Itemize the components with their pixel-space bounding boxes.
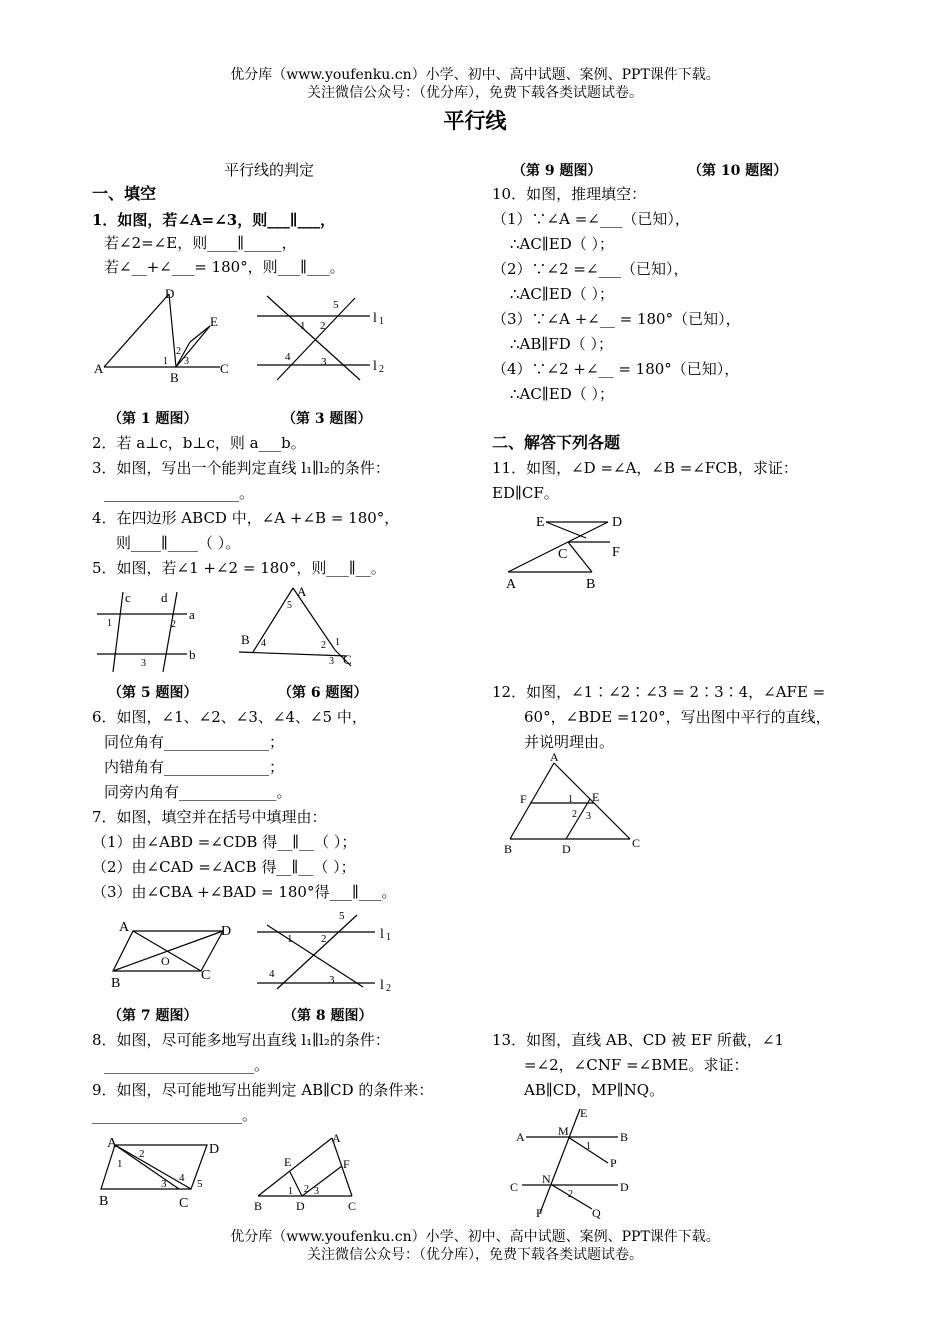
svg-text:B: B: [254, 1199, 263, 1213]
svg-text:1: 1: [117, 1158, 123, 1170]
q4-line-2: 则____∥____（ ）。: [116, 534, 241, 552]
q7-line-4: （3）由∠CBA +∠BAD = 180°得___∥___。: [92, 883, 397, 901]
figure-3-caption: （第 3 题图）: [282, 411, 372, 427]
svg-text:C: C: [348, 1199, 357, 1213]
q6-line-2: 同位角有______________；: [104, 733, 285, 751]
svg-text:P: P: [610, 1156, 617, 1170]
q10-line-4: （2）∵∠2 =∠___（已知），: [492, 260, 689, 278]
svg-text:B: B: [111, 976, 121, 991]
svg-text:1: 1: [107, 618, 112, 629]
svg-text:2: 2: [320, 320, 326, 332]
q12-line-2: 60°，∠BDE =120°，写出图中平行的直线，: [524, 708, 831, 726]
q9-line-2: ____________________。: [92, 1106, 258, 1124]
svg-text:B: B: [620, 1130, 629, 1144]
svg-text:Q: Q: [592, 1206, 601, 1220]
svg-text:D: D: [562, 842, 571, 856]
svg-text:a: a: [189, 607, 195, 622]
figure-5-caption: （第 5 题图）: [108, 685, 198, 701]
svg-text:M: M: [558, 1124, 569, 1138]
q7-line-2: （1）由∠ABD =∠CDB 得__∥__（ ）；: [92, 833, 357, 851]
q1-line-3: 若∠__+∠___= 180°，则___∥___。: [104, 258, 345, 276]
q5-text: 5．如图，若∠1 +∠2 = 180°，则___∥__。: [92, 559, 386, 577]
section-1-heading: 一、填空: [92, 184, 157, 203]
figure-6: [235, 582, 360, 672]
svg-text:F: F: [612, 545, 620, 560]
footer-line-1: 优分库（www.youfenku.cn）小学、初中、高中试题、案例、PPT课件下载。: [230, 1229, 720, 1245]
svg-text:2: 2: [321, 640, 326, 651]
svg-text:1: 1: [287, 933, 293, 945]
svg-text:5: 5: [333, 299, 339, 311]
figure-10: [250, 1128, 370, 1213]
svg-text:2: 2: [139, 1148, 145, 1160]
svg-text:C: C: [510, 1180, 519, 1194]
q3-line-1: 3．如图，写出一个能判定直线 l₁∥l₂的条件：: [92, 459, 390, 477]
figure-7: [105, 915, 240, 990]
svg-text:B: B: [241, 632, 250, 647]
q13-line-3: AB∥CD，MP∥NQ。: [524, 1081, 665, 1099]
svg-text:E: E: [580, 1106, 588, 1120]
svg-text:4: 4: [261, 638, 266, 649]
q10-line-7: ∴AB∥FD（ ）；: [510, 335, 614, 353]
svg-text:D: D: [620, 1180, 629, 1194]
figure-1-caption: （第 1 题图）: [108, 411, 198, 427]
figure-10-caption: （第 10 题图）: [688, 163, 788, 179]
svg-text:b: b: [189, 647, 196, 662]
svg-text:C: C: [632, 836, 641, 850]
figure-3: [255, 292, 400, 382]
svg-text:1: 1: [163, 356, 168, 367]
svg-text:B: B: [504, 842, 513, 856]
svg-text:2: 2: [321, 933, 327, 945]
svg-text:N: N: [542, 1172, 551, 1186]
svg-text:3: 3: [141, 658, 146, 669]
svg-text:E: E: [284, 1155, 292, 1169]
svg-text:2: 2: [568, 1189, 573, 1200]
svg-text:E: E: [210, 314, 218, 329]
q11-line-2: ED∥CF。: [492, 484, 559, 502]
page-title: 平行线: [443, 109, 507, 133]
svg-text:1: 1: [568, 794, 573, 805]
svg-text:C: C: [220, 361, 229, 376]
svg-text:4: 4: [285, 351, 291, 363]
svg-text:3: 3: [161, 1178, 167, 1190]
svg-text:A: A: [550, 750, 559, 764]
q10-line-6: （3）∵∠A +∠__ = 180°（已知），: [492, 310, 741, 328]
q8-line-1: 8．如图，尽可能多地写出直线 l₁∥l₂的条件：: [92, 1031, 390, 1049]
svg-text:5: 5: [339, 910, 345, 922]
svg-text:E: E: [536, 515, 545, 530]
svg-text:C: C: [558, 547, 568, 562]
svg-text:D: D: [221, 924, 232, 939]
section-2-heading: 二、解答下列各题: [492, 433, 621, 452]
figure-11: [500, 510, 635, 590]
q10-line-1: 10．如图，推理填空：: [492, 185, 647, 203]
q7-line-1: 7．如图，填空并在括号中填理由：: [92, 808, 327, 826]
svg-text:A: A: [332, 1131, 341, 1145]
figure-13: [508, 1105, 638, 1220]
svg-text:B: B: [170, 370, 179, 385]
svg-text:4: 4: [179, 1172, 185, 1184]
svg-text:l: l: [373, 311, 377, 326]
svg-text:1: 1: [288, 1186, 293, 1197]
q4-line-1: 4．在四边形 ABCD 中，∠A +∠B = 180°，: [92, 509, 400, 527]
figure-7-caption: （第 7 题图）: [108, 1008, 198, 1024]
svg-text:D: D: [165, 286, 175, 301]
svg-text:2: 2: [572, 809, 577, 820]
q8-line-2: ____________________。: [104, 1056, 270, 1074]
q10-line-5: ∴AC∥ED（ ）；: [510, 285, 615, 303]
q10-line-3: ∴AC∥ED（ ）；: [510, 235, 615, 253]
figure-12: [500, 750, 650, 857]
svg-text:1: 1: [379, 316, 384, 327]
svg-text:l: l: [373, 359, 377, 374]
svg-text:4: 4: [269, 968, 275, 980]
q11-line-1: 11．如图，∠D =∠A，∠B =∠FCB，求证：: [492, 459, 798, 477]
svg-text:E: E: [592, 790, 600, 804]
svg-text:2: 2: [379, 364, 384, 375]
q10-line-2: （1）∵∠A =∠___（已知），: [492, 210, 690, 228]
svg-text:D: D: [612, 515, 623, 530]
svg-text:A: A: [119, 920, 130, 935]
q7-line-3: （2）由∠CAD =∠ACB 得__∥__（ ）；: [92, 858, 356, 876]
figure-8: [255, 905, 400, 995]
q13-line-2: =∠2，∠CNF =∠BME。求证：: [524, 1056, 749, 1074]
q10-line-8: （4）∵∠2 +∠__ = 180°（已知），: [492, 360, 740, 378]
svg-text:1: 1: [335, 637, 340, 648]
q6-line-4: 同旁内角有_____________。: [104, 783, 292, 801]
q2-text: 2．若 a⊥c，b⊥c，则 a___b。: [92, 434, 306, 452]
svg-text:A: A: [506, 577, 517, 592]
q1-line-2: 若∠2=∠E，则____∥_____，: [104, 234, 297, 252]
q12-line-3: 并说明理由。: [524, 733, 615, 751]
header-line-2: 关注微信公众号：（优分库），免费下载各类试题试卷。: [307, 85, 643, 101]
svg-text:D: D: [296, 1199, 305, 1213]
svg-text:3: 3: [314, 1186, 319, 1197]
figure-9-caption: （第 9 题图）: [512, 163, 602, 179]
figure-1: [92, 282, 242, 387]
svg-text:3: 3: [184, 356, 189, 367]
svg-text:B: B: [99, 1194, 109, 1209]
svg-text:c: c: [125, 590, 131, 605]
q10-line-9: ∴AC∥ED（ ）；: [510, 385, 615, 403]
q13-line-1: 13．如图，直线 AB、CD 被 EF 所截，∠1: [492, 1031, 784, 1049]
svg-text:1: 1: [586, 1141, 591, 1152]
svg-text:A: A: [94, 361, 104, 376]
svg-text:2: 2: [171, 619, 176, 630]
figure-6-caption: （第 6 题图）: [278, 685, 368, 701]
svg-text:A: A: [516, 1130, 525, 1144]
svg-text:2: 2: [304, 1184, 309, 1195]
svg-text:2: 2: [386, 983, 391, 994]
svg-text:l: l: [380, 927, 384, 942]
header-line-1: 优分库（www.youfenku.cn）小学、初中、高中试题、案例、PPT课件下载。: [230, 67, 720, 83]
svg-text:C: C: [343, 652, 352, 667]
svg-text:d: d: [161, 590, 168, 605]
svg-text:B: B: [586, 577, 596, 592]
svg-text:C: C: [201, 968, 211, 983]
q6-line-3: 内错角有______________；: [104, 758, 285, 776]
q9-line-1: 9．如图，尽可能地写出能判定 AB∥CD 的条件来：: [92, 1081, 434, 1099]
subtitle: 平行线的判定: [224, 161, 315, 179]
svg-text:5: 5: [197, 1178, 203, 1190]
figure-8-caption: （第 8 题图）: [283, 1008, 373, 1024]
figure-9: [95, 1133, 225, 1213]
svg-text:A: A: [107, 1136, 118, 1151]
svg-text:2: 2: [176, 346, 181, 357]
svg-text:F: F: [520, 792, 527, 806]
svg-text:5: 5: [287, 600, 292, 611]
svg-text:3: 3: [586, 811, 591, 822]
svg-text:1: 1: [300, 320, 306, 332]
q12-line-1: 12．如图，∠1∶∠2∶∠3 = 2∶3∶4，∠AFE =: [492, 683, 826, 701]
svg-text:3: 3: [329, 656, 334, 667]
svg-text:C: C: [179, 1196, 189, 1211]
q3-line-2: __________________。: [104, 484, 255, 502]
footer-line-2: 关注微信公众号：（优分库），免费下载各类试题试卷。: [307, 1247, 643, 1263]
q6-line-1: 6．如图，∠1、∠2、∠3、∠4、∠5 中，: [92, 708, 367, 726]
svg-text:3: 3: [329, 974, 335, 986]
q1-line-1: 1．如图，若∠A=∠3，则___∥___，: [92, 211, 336, 229]
svg-text:D: D: [209, 1142, 220, 1157]
svg-text:3: 3: [321, 356, 327, 368]
svg-text:l: l: [380, 978, 384, 993]
svg-text:F: F: [536, 1206, 543, 1220]
svg-text:O: O: [161, 954, 170, 968]
svg-text:F: F: [343, 1157, 350, 1171]
figure-5: [95, 588, 210, 673]
svg-text:A: A: [297, 584, 307, 599]
svg-text:1: 1: [386, 932, 391, 943]
